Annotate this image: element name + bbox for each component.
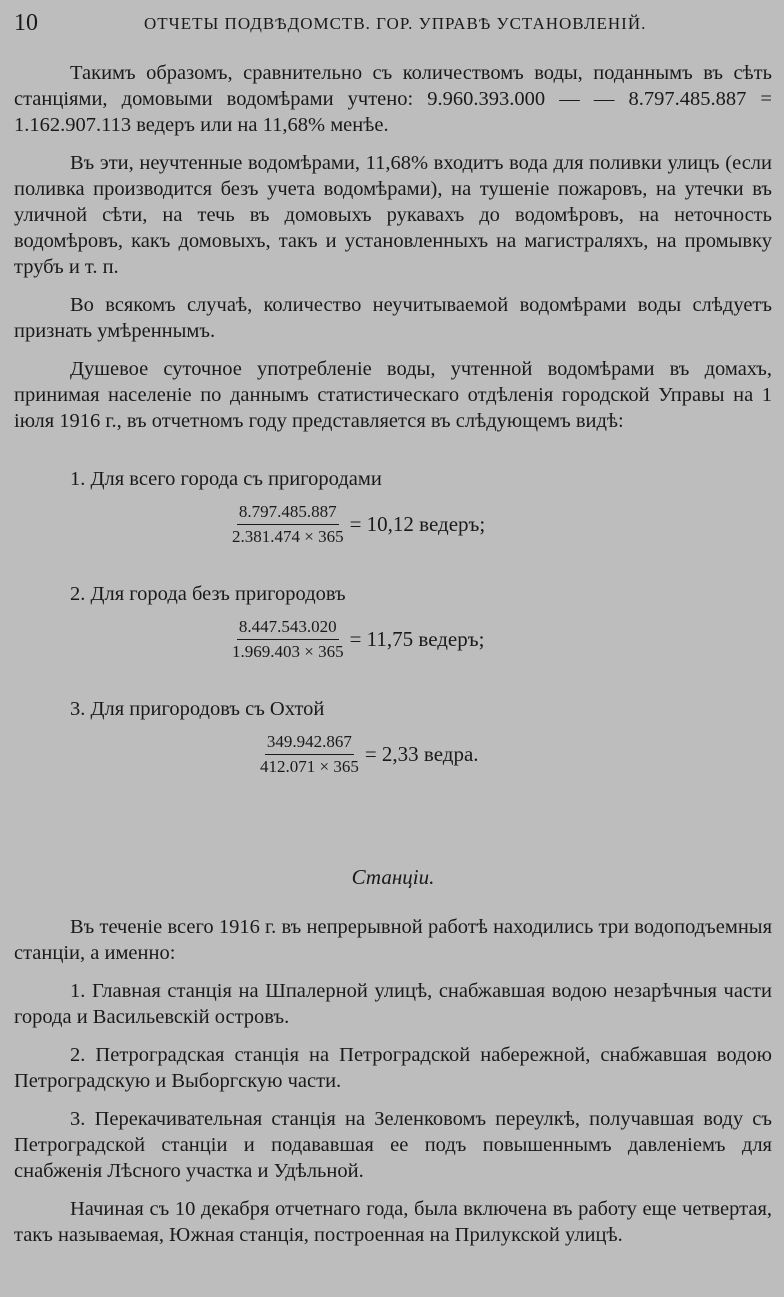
- section-title: Станціи.: [351, 865, 435, 889]
- fraction: [230, 502, 346, 547]
- formula-item: [14, 466, 772, 547]
- paragraph: Душевое суточное употребленіе воды, учтенной водомѣрами въ домахъ, принимая населеніе по даннымъ статистическаго отдѣленія городской Управы на 1 іюля 1916 г., въ отчетномъ году представляется въ слѣдующемъ видѣ:: [14, 358, 772, 432]
- paragraph: Такимъ образомъ, сравнительно съ количествомъ воды, поданнымъ въ сѣть станціями, домовыми водомѣрами учтено: 9.960.393.000 — — 8.797.485.887 = 1.162.907.113 ведеръ или на 11,68% менѣе.: [14, 62, 772, 136]
- formula-label: 2. Для города безъ пригородовъ: [70, 583, 346, 605]
- formula-result: = 11,75 ведеръ;: [349, 627, 485, 651]
- paragraph: Начиная съ 10 декабря отчетнаго года, была включена въ работу еще четвертая, такъ называемая, Южная станція, построенная на Прилукской улицѣ.: [14, 1198, 772, 1246]
- formula-result: = 10,12 ведеръ;: [349, 512, 486, 536]
- fraction: [258, 732, 361, 777]
- fraction: [230, 617, 346, 662]
- formula-item: [14, 696, 772, 777]
- denominator: 412.071 × 365: [260, 757, 359, 776]
- paragraph: 1. Главная станція на Шпалерной улицѣ, снабжавшая водою незарѣчныя части города и Васильевскій островъ.: [14, 980, 772, 1028]
- formula: [14, 502, 772, 547]
- numerator: 349.942.867: [265, 732, 354, 755]
- numerator: 8.447.543.020: [237, 617, 339, 640]
- paragraph: Во всякомъ случаѣ, количество неучитываемой водомѣрами воды слѣдуетъ признать умѣреннымъ.: [14, 294, 772, 342]
- paragraph: 3. Перекачивательная станція на Зеленковомъ переулкѣ, получавшая воду съ Петроградской станціи и подававшая ее подъ повышеннымъ давленіемъ для снабженія Лѣсного участка и Удѣльной.: [14, 1108, 772, 1182]
- page-body: [14, 60, 772, 1248]
- paragraph: 2. Петроградская станція на Петроградской набережной, снабжавшая водою Петроградскую и Выборгскую части.: [14, 1044, 772, 1092]
- page-header: [14, 10, 772, 36]
- formula: [14, 732, 772, 777]
- denominator: 2.381.474 × 365: [232, 527, 344, 546]
- page-number: 10: [14, 10, 38, 36]
- denominator: 1.969.403 × 365: [232, 642, 344, 661]
- numerator: 8.797.485.887: [237, 502, 339, 525]
- running-title: ОТЧЕТЫ ПОДВѢДОМСТВ. ГОР. УПРАВѢ УСТАНОВЛЕНІЙ.: [144, 14, 647, 33]
- paragraph: Въ эти, неучтенные водомѣрами, 11,68% входитъ вода для поливки улицъ (если поливка производится безъ учета водомѣрами), на тушеніе пожаровъ, на утечки въ уличной сѣти, на течь въ домовыхъ рукавахъ до водомѣровъ, на неточность водомѣровъ, какъ домовыхъ, такъ и установленныхъ на магистраляхъ, на промывку трубъ и т. п.: [14, 152, 772, 278]
- formula-result: = 2,33 ведра.: [364, 742, 479, 766]
- formula-label: 1. Для всего города съ пригородами: [70, 468, 382, 490]
- formula-item: [14, 581, 772, 662]
- formula-label: 3. Для пригородовъ съ Охтой: [70, 698, 325, 720]
- paragraph: Въ теченіе всего 1916 г. въ непрерывной работѣ находились три водоподъемныя станціи, а именно:: [14, 916, 772, 964]
- formula: [14, 617, 772, 662]
